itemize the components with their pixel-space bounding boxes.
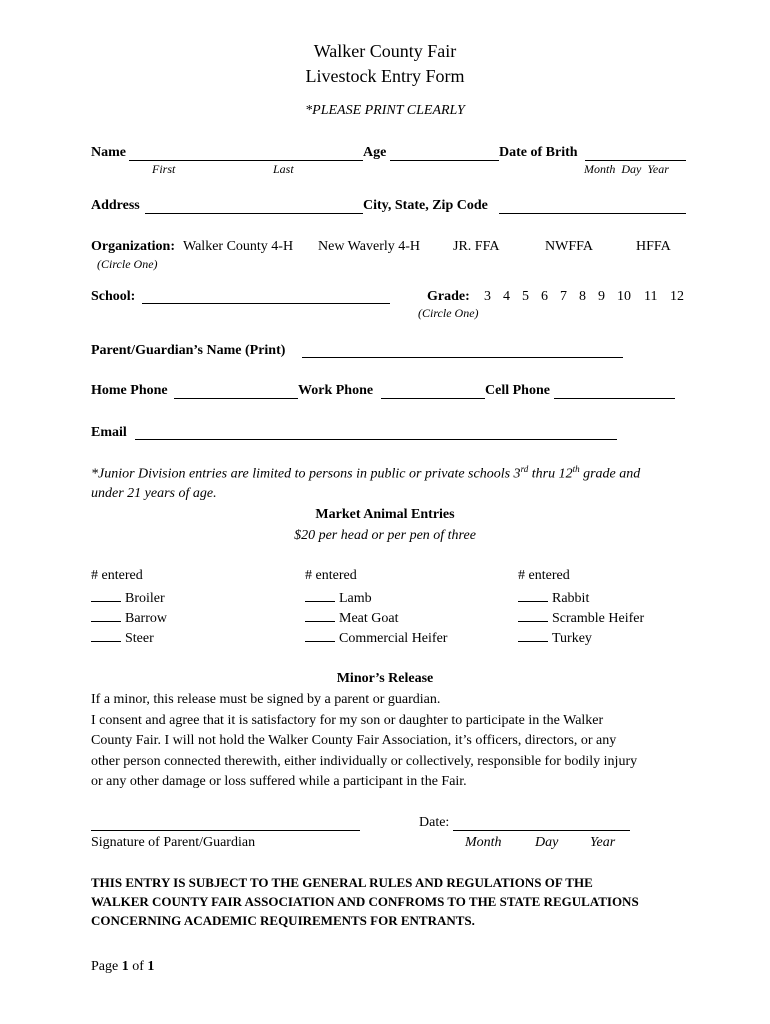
form-title-line1: Walker County Fair: [313, 41, 457, 61]
entry-lamb[interactable]: Lamb: [305, 589, 372, 607]
count-blank: [305, 589, 335, 602]
entry-commercial-heifer[interactable]: Commercial Heifer: [305, 629, 447, 647]
date-month-sublabel: Month: [465, 835, 502, 850]
entry-steer[interactable]: Steer: [91, 629, 154, 647]
school-label: School:: [91, 289, 136, 304]
org-option-new-waverly-4h[interactable]: New Waverly 4-H: [318, 239, 421, 254]
email-label: Email: [91, 425, 127, 440]
count-blank: [91, 609, 121, 622]
org-option-walker-county-4h[interactable]: Walker County 4-H: [183, 239, 294, 254]
market-entries-price: $20 per head or per pen of three: [294, 528, 476, 543]
count-blank: [91, 629, 121, 642]
date-input-line[interactable]: [453, 830, 630, 831]
city-state-zip-label: City, State, Zip Code: [363, 198, 488, 213]
school-input-line[interactable]: [142, 303, 390, 304]
market-entries-heading: Market Animal Entries: [315, 507, 455, 522]
entry-turkey[interactable]: Turkey: [518, 629, 592, 647]
print-instruction: *PLEASE PRINT CLEARLY: [305, 103, 465, 118]
count-blank: [518, 609, 548, 622]
grade-circle-one-note: (Circle One): [418, 306, 479, 320]
address-label: Address: [91, 198, 140, 213]
org-option-jr-ffa[interactable]: JR. FFA: [453, 239, 500, 254]
grade-option[interactable]: 5: [522, 289, 529, 304]
cell-phone-label: Cell Phone: [485, 383, 550, 398]
organization-label: Organization:: [91, 239, 175, 254]
rules-line: THIS ENTRY IS SUBJECT TO THE GENERAL RULES AND REGULATIONS OF THE: [91, 875, 593, 890]
rules-line: WALKER COUNTY FAIR ASSOCIATION AND CONFROMS TO THE STATE REGULATIONS: [91, 894, 639, 909]
grade-option[interactable]: 11: [644, 289, 658, 304]
name-input-line[interactable]: [129, 160, 363, 161]
grade-option[interactable]: 9: [598, 289, 605, 304]
name-label: Name: [91, 145, 126, 160]
first-name-sublabel: First: [152, 162, 176, 176]
entered-count-header: # entered: [91, 568, 143, 583]
count-blank: [518, 629, 548, 642]
age-label: Age: [363, 145, 387, 160]
date-label: Date:: [419, 815, 450, 830]
home-phone-input-line[interactable]: [174, 398, 298, 399]
entered-count-header: # entered: [305, 568, 357, 583]
count-blank: [91, 589, 121, 602]
form-title-line2: Livestock Entry Form: [305, 66, 465, 86]
rules-line: CONCERNING ACADEMIC REQUIREMENTS FOR ENTRANTS.: [91, 913, 475, 928]
cell-phone-input-line[interactable]: [554, 398, 675, 399]
entered-count-header: # entered: [518, 568, 570, 583]
release-line: County Fair. I will not hold the Walker County Fair Association, it’s officers, directors, or any: [91, 733, 617, 748]
city-state-zip-input-line[interactable]: [499, 213, 686, 214]
minors-release-text: [91, 690, 691, 793]
count-blank: [518, 589, 548, 602]
dob-sublabel: Month Day Year: [584, 162, 669, 176]
date-day-sublabel: Day: [535, 835, 559, 850]
org-option-hffa[interactable]: HFFA: [636, 239, 671, 254]
count-blank: [305, 629, 335, 642]
grade-label: Grade:: [427, 289, 470, 304]
minors-release-heading: Minor’s Release: [336, 671, 434, 686]
signature-line[interactable]: [91, 830, 360, 831]
entry-scramble-heifer[interactable]: Scramble Heifer: [518, 609, 644, 627]
junior-division-note: *Junior Division entries are limited to persons in public or private schools 3rd thru 12th grade and: [91, 464, 641, 482]
release-line: I consent and agree that it is satisfactory for my son or daughter to participate in the Walker: [91, 712, 604, 728]
work-phone-input-line[interactable]: [381, 398, 485, 399]
address-input-line[interactable]: [145, 213, 363, 214]
signature-label: Signature of Parent/Guardian: [91, 835, 256, 850]
grade-option[interactable]: 8: [579, 289, 586, 304]
email-input-line[interactable]: [135, 439, 617, 440]
entry-broiler[interactable]: Broiler: [91, 589, 165, 607]
junior-division-note-line2: under 21 years of age.: [91, 486, 217, 501]
grade-option[interactable]: 10: [617, 289, 631, 304]
entry-barrow[interactable]: Barrow: [91, 609, 167, 627]
org-option-nwffa[interactable]: NWFFA: [545, 239, 593, 254]
parent-guardian-label: Parent/Guardian’s Name (Print): [91, 343, 286, 358]
grade-option[interactable]: 7: [560, 289, 567, 304]
release-line: or any other damage or loss suffered while a participant in the Fair.: [91, 774, 467, 789]
dob-input-line[interactable]: [585, 160, 686, 161]
age-input-line[interactable]: [390, 160, 499, 161]
release-line: other person connected therewith, either individually or collectively, responsible for bodily injury: [91, 753, 638, 769]
dob-label: Date of Brith: [499, 145, 578, 160]
grade-option[interactable]: 12: [670, 289, 684, 304]
date-year-sublabel: Year: [590, 835, 616, 850]
work-phone-label: Work Phone: [298, 383, 374, 398]
grade-option[interactable]: 6: [541, 289, 548, 304]
grade-option[interactable]: 4: [503, 289, 510, 304]
page-number: Page 1 of 1: [91, 959, 155, 974]
home-phone-label: Home Phone: [91, 383, 168, 398]
parent-guardian-input-line[interactable]: [302, 357, 623, 358]
entry-meat-goat[interactable]: Meat Goat: [305, 609, 398, 627]
count-blank: [305, 609, 335, 622]
grade-option[interactable]: 3: [484, 289, 491, 304]
org-circle-one-note: (Circle One): [97, 257, 158, 271]
last-name-sublabel: Last: [273, 162, 294, 176]
release-line: If a minor, this release must be signed by a parent or guardian.: [91, 692, 441, 707]
entry-rabbit[interactable]: Rabbit: [518, 589, 589, 607]
